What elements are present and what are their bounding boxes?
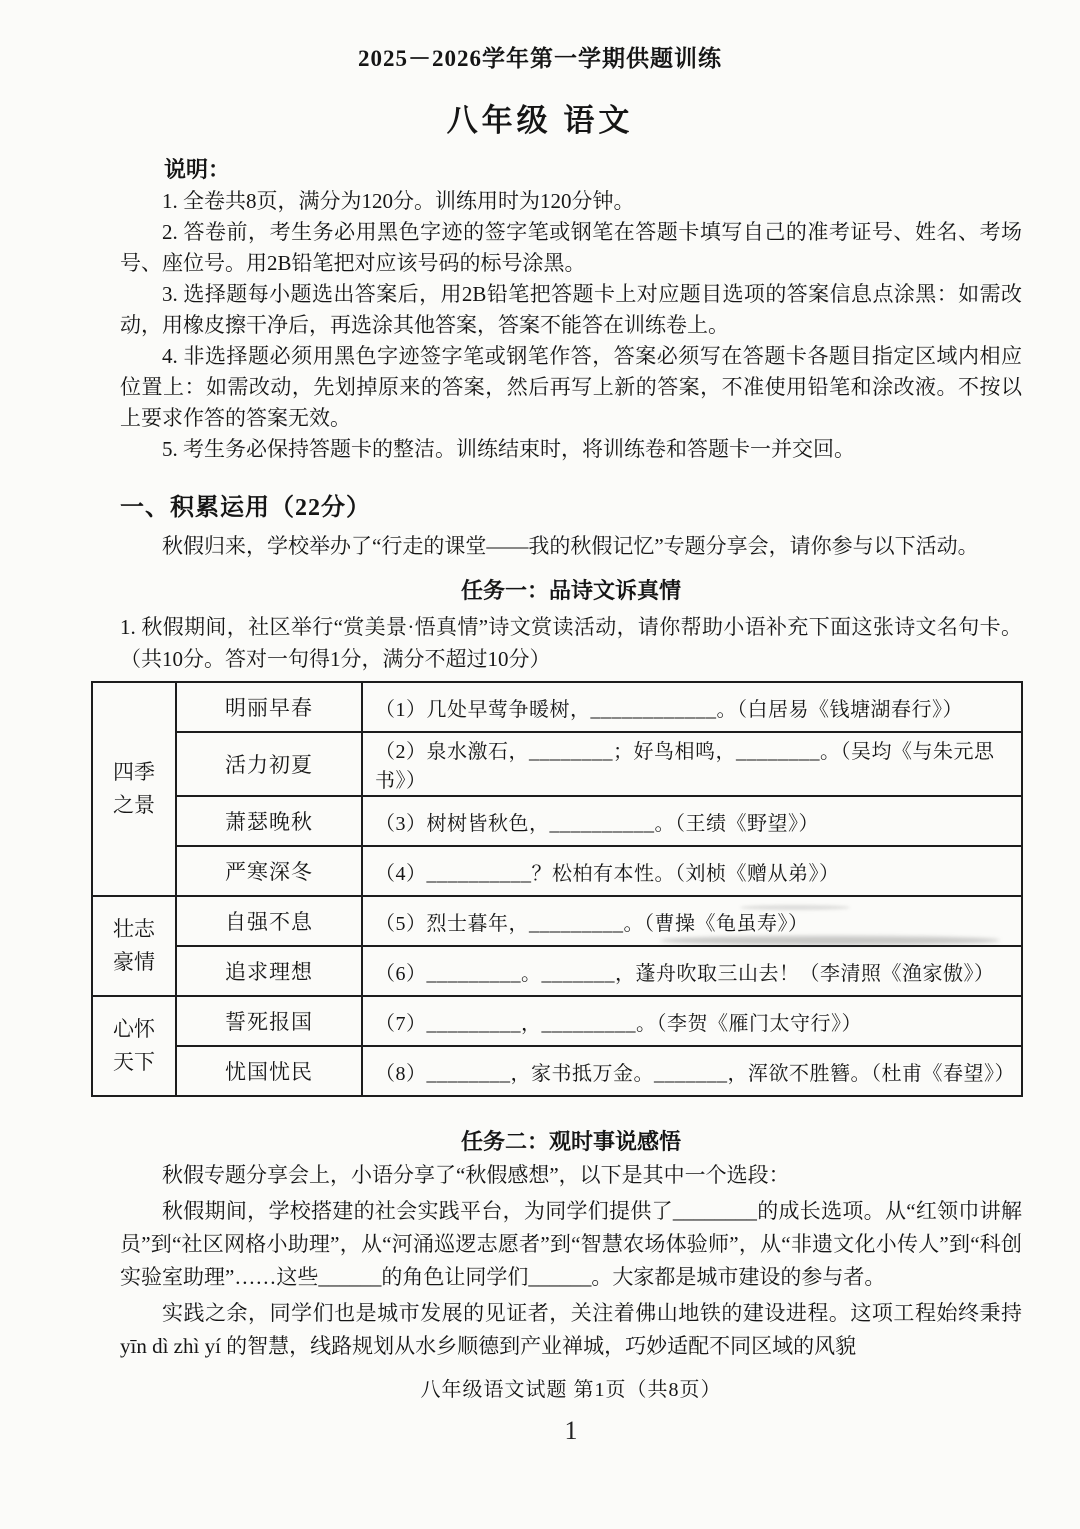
content-cell: （3）树树皆秋色，__________。（王绩《野望》） [362,796,1022,846]
subject-title: 八年级 语文 [446,103,634,138]
task2-paragraph-1: 秋假专题分享会上，小语分享了“秋假感想”，以下是其中一个选段： [162,1163,790,1187]
table-row [92,732,1022,796]
instructions-label: 说明： [164,157,231,182]
table-row [92,846,1022,896]
group-label-country: 心怀天下 [92,996,176,1096]
content-cell: （2）泉水激石，________；好鸟相鸣，________。（吴均《与朱元思书》） [362,732,1022,796]
table-row [92,796,1022,846]
instruction-item-4: 4. 非选择题必须用黑色字迹签字笔或钢笔作答，答案必须写在答题卡各题目指定区域内相应位置上：如需改动，先划掉原来的答案，然后再写上新的答案，不准使用铅笔和涂改液。不按以上要求作答的答案无效。 [120,344,1022,430]
content-cell: （7）_________，_________。（李贺《雁门太守行》） [362,996,1022,1046]
theme-cell: 誓死报国 [176,996,362,1046]
instruction-item-3: 3. 选择题每小题选出答案后，用2B铅笔把答题卡上对应题目选项的答案信息点涂黑：如需改动，用橡皮擦干净后，再选涂其他答案，答案不能答在训练卷上。 [120,282,1022,337]
document-header [0,0,1080,140]
theme-cell: 追求理想 [176,946,362,996]
header-title: 2025－2026学年第一学期供题训练 [358,46,722,71]
instruction-item-2: 2. 答卷前，考生务必用黑色字迹的签字笔或钢笔在答题卡填写自己的准考证号、姓名、考场号、座位号。用2B铅笔把对应该号码的标号涂黑。 [120,220,1022,275]
table-row [92,946,1022,996]
exam-instructions [120,154,1022,465]
table-row [92,896,1022,946]
group-label-seasons: 四季之景 [92,682,176,896]
section1-intro: 秋假归来，学校举办了“行走的课堂——我的秋假记忆”专题分享会，请你参与以下活动。 [162,534,979,558]
content-cell: （8）________，家书抵万金。_______，浑欲不胜簪。（杜甫《春望》） [362,1046,1022,1096]
instruction-item-1: 1. 全卷共8页，满分为120分。训练用时为120分钟。 [162,189,635,213]
task2-paragraph-2: 秋假期间，学校搭建的社会实践平台，为同学们提供了________的成长选项。从“红领巾讲解员”到“社区网格小助理”，从“河涌巡逻志愿者”到“智慧农场体验师”，从“非遗文化小传人”到“科创实验室助理”……这些______的角色让同学们______。大家都是城市建设的参与者。 [120,1199,1022,1289]
table-row [92,1046,1022,1096]
theme-cell: 自强不息 [176,896,362,946]
content-cell: （6）_________。_______，蓬舟吹取三山去！（李清照《渔家傲》） [362,946,1022,996]
theme-cell: 萧瑟晚秋 [176,796,362,846]
table-row [92,682,1022,732]
theme-cell: 忧国忧民 [176,1046,362,1096]
page-number: 1 [564,1416,578,1445]
poem-completion-table [91,681,1023,1097]
table-row [92,996,1022,1046]
task1-question: 1. 秋假期间，社区举行“赏美景·悟真情”诗文赏读活动，请你帮助小语补充下面这张诗文名句卡。（共10分。答对一句得1分，满分不超过10分） [120,615,1022,671]
theme-cell: 严寒深冬 [176,846,362,896]
content-cell: （4）__________？松柏有本性。（刘桢《赠从弟》） [362,846,1022,896]
instruction-item-5: 5. 考生务必保持答题卡的整洁。训练结束时，将训练卷和答题卡一并交回。 [162,437,855,461]
task2-paragraph-3: 实践之余，同学们也是城市发展的见证者，关注着佛山地铁的建设进程。这项工程始终秉持 yīn dì zhì yí 的智慧，线路规划从水乡顺德到产业禅城，巧妙适配不同区域的风貌 [120,1301,1022,1358]
task2-heading: 任务二：观时事说感悟 [460,1129,681,1154]
page-footer: 八年级语文试题 第1页（共8页） [420,1379,722,1401]
theme-cell: 明丽早春 [176,682,362,732]
content-cell: （1）几处早莺争暖树，____________。（白居易《钱塘湖春行》） [362,682,1022,732]
group-label-ambition: 壮志豪情 [92,896,176,996]
section1-heading: 一、积累运用（22分） [120,495,371,521]
content-cell: （5）烈士暮年，_________。（曹操《龟虽寿》） [362,896,1022,946]
task1-heading: 任务一：品诗文诉真情 [460,578,681,603]
theme-cell: 活力初夏 [176,732,362,796]
